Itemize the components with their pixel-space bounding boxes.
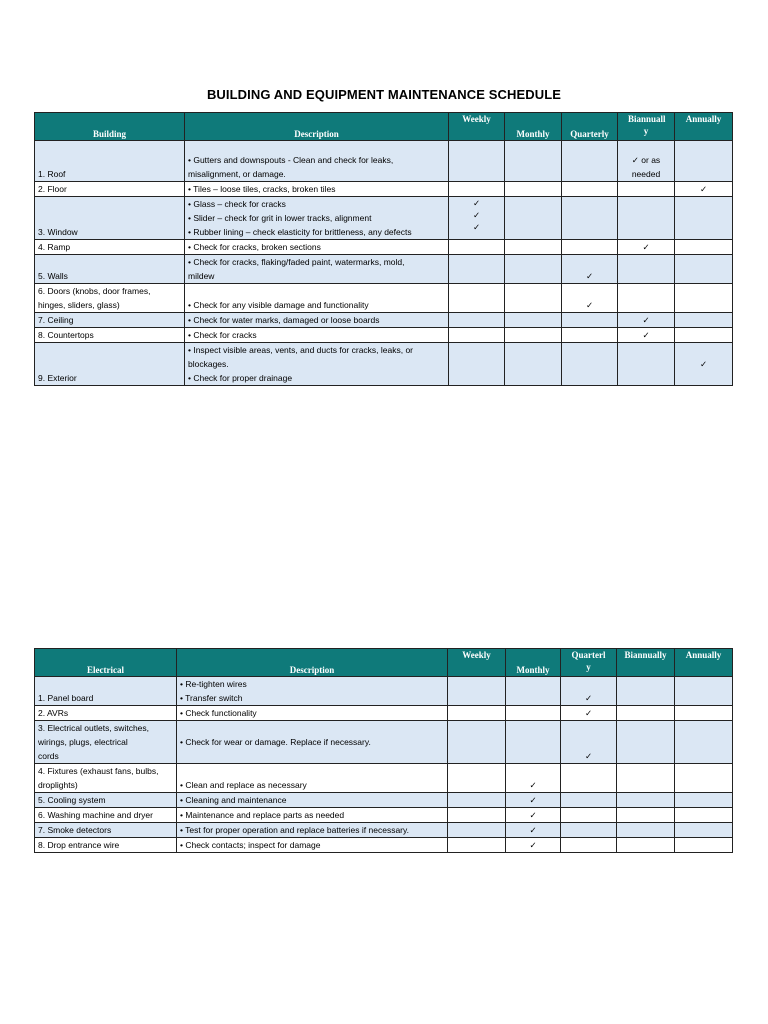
item-label: 2. Floor xyxy=(38,184,67,194)
description-cell xyxy=(177,808,448,823)
check-icon: ✓ xyxy=(529,825,537,835)
item-label: 5. Walls xyxy=(38,271,68,281)
header-biannually: Biannuall y xyxy=(618,113,675,141)
description-line: mildew xyxy=(188,271,215,281)
item-cell xyxy=(35,141,185,182)
description-line: • Check for cracks, broken sections xyxy=(188,242,321,252)
check-icon: ✓ xyxy=(472,198,481,208)
quarterly-cell xyxy=(561,706,617,721)
description-cell xyxy=(177,764,448,793)
biannually-cell xyxy=(618,240,675,255)
item-label: 1. Panel board xyxy=(38,693,94,703)
weekly-cell xyxy=(448,721,506,764)
item-label: 7. Ceiling xyxy=(38,315,74,325)
quarterly-cell xyxy=(562,240,618,255)
biannually-cell xyxy=(618,182,675,197)
weekly-cell xyxy=(448,793,506,808)
annually-cell xyxy=(675,793,733,808)
item-label: 2. AVRs xyxy=(38,708,69,718)
item-cell xyxy=(35,764,177,793)
check-icon: ✓ xyxy=(529,810,537,820)
quarterly-cell xyxy=(562,328,618,343)
biannually-cell xyxy=(618,328,675,343)
quarterly-cell xyxy=(562,313,618,328)
monthly-cell xyxy=(506,823,561,838)
item-label: 3. Window xyxy=(38,227,78,237)
weekly-cell xyxy=(448,823,506,838)
biannually-cell xyxy=(617,808,675,823)
description-cell xyxy=(185,197,449,240)
check-icon: ✓ xyxy=(529,795,537,805)
check-icon: ✓ xyxy=(584,751,593,761)
table-row xyxy=(35,343,733,386)
weekly-cell xyxy=(449,313,505,328)
quarterly-cell xyxy=(561,764,617,793)
item-label: 6. Washing machine and dryer xyxy=(38,810,153,820)
weekly-cell xyxy=(449,328,505,343)
weekly-cell xyxy=(448,706,506,721)
biannually-cell xyxy=(618,284,675,313)
check-icon: ✓ xyxy=(699,359,708,369)
document-title: BUILDING AND EQUIPMENT MAINTENANCE SCHEDULE xyxy=(206,87,562,102)
weekly-cell xyxy=(449,141,505,182)
table-row xyxy=(35,793,733,808)
item-label: 7. Smoke detectors xyxy=(38,825,112,835)
description-cell xyxy=(185,240,449,255)
description-line: • Check for wear or damage. Replace if necessary. xyxy=(180,737,371,747)
description-line: • Glass – check for cracks xyxy=(188,199,286,209)
monthly-cell xyxy=(506,706,561,721)
table-row xyxy=(35,255,733,284)
item-label: droplights) xyxy=(38,780,78,790)
quarterly-cell xyxy=(561,823,617,838)
annually-cell xyxy=(675,706,733,721)
description-cell xyxy=(185,182,449,197)
monthly-cell xyxy=(506,808,561,823)
description-line: • Check for cracks xyxy=(188,330,257,340)
description-line: • Gutters and downspouts - Clean and check for leaks, xyxy=(188,155,394,165)
annually-cell xyxy=(675,343,733,386)
table-row xyxy=(35,808,733,823)
item-cell xyxy=(35,721,177,764)
item-cell xyxy=(35,808,177,823)
description-cell xyxy=(185,255,449,284)
biannual-note-line: needed xyxy=(631,169,661,179)
annually-cell xyxy=(675,721,733,764)
item-cell xyxy=(35,313,185,328)
monthly-cell xyxy=(505,182,562,197)
monthly-cell xyxy=(506,677,561,706)
biannually-cell xyxy=(617,764,675,793)
item-cell xyxy=(35,328,185,343)
annually-cell xyxy=(675,141,733,182)
table-header-row xyxy=(35,113,733,141)
table-row xyxy=(35,313,733,328)
description-line: • Check functionality xyxy=(180,708,257,718)
description-line: • Check for water marks, damaged or loose boards xyxy=(188,315,380,325)
header-weekly: Weekly xyxy=(448,649,506,677)
check-icon: ✓ xyxy=(699,184,708,194)
item-label: wirings, plugs, electrical xyxy=(38,737,128,747)
table-row xyxy=(35,240,733,255)
description-cell xyxy=(177,721,448,764)
check-icon: ✓ xyxy=(642,315,650,325)
description-line: • Transfer switch xyxy=(180,693,243,703)
table-header-row xyxy=(35,649,733,677)
item-label: 3. Electrical outlets, switches, xyxy=(38,723,150,733)
biannually-cell xyxy=(618,141,675,182)
description-line: • Check for any visible damage and functionality xyxy=(188,300,369,310)
item-label: hinges, sliders, glass) xyxy=(38,300,120,310)
description-line: • Rubber lining – check elasticity for brittleness, any defects xyxy=(188,227,412,237)
table-row xyxy=(35,141,733,182)
table-row xyxy=(35,823,733,838)
quarterly-cell xyxy=(561,838,617,853)
description-line: • Check for proper drainage xyxy=(188,373,293,383)
item-label: 4. Fixtures (exhaust fans, bulbs, xyxy=(38,766,159,776)
biannually-cell xyxy=(618,343,675,386)
item-label: 6. Doors (knobs, door frames, xyxy=(38,286,151,296)
description-line: • Maintenance and replace parts as needed xyxy=(180,810,345,820)
annually-cell xyxy=(675,255,733,284)
weekly-cell xyxy=(448,838,506,853)
building-schedule-table xyxy=(34,112,733,386)
monthly-cell xyxy=(506,838,561,853)
description-cell xyxy=(185,141,449,182)
header-quarterly: Quarterly xyxy=(562,113,618,141)
biannually-cell xyxy=(617,823,675,838)
header-monthly: Monthly xyxy=(506,649,561,677)
biannually-cell xyxy=(617,793,675,808)
header-description: Description xyxy=(185,113,449,141)
weekly-cell xyxy=(449,240,505,255)
monthly-cell xyxy=(505,197,562,240)
quarterly-cell xyxy=(562,182,618,197)
item-cell xyxy=(35,706,177,721)
item-cell xyxy=(35,677,177,706)
description-cell xyxy=(177,823,448,838)
description-cell xyxy=(185,313,449,328)
description-cell xyxy=(177,793,448,808)
header-annually: Annually xyxy=(675,649,733,677)
weekly-cell xyxy=(449,255,505,284)
quarterly-cell xyxy=(562,255,618,284)
check-icon: ✓ xyxy=(585,271,594,281)
weekly-cell xyxy=(449,343,505,386)
item-label: 4. Ramp xyxy=(38,242,71,252)
header-weekly: Weekly xyxy=(449,113,505,141)
annually-cell xyxy=(675,197,733,240)
table-row xyxy=(35,284,733,313)
item-label: 9. Exterior xyxy=(38,373,77,383)
check-icon: ✓ xyxy=(529,840,537,850)
quarterly-cell xyxy=(562,197,618,240)
header-building: Building xyxy=(35,113,185,141)
quarterly-cell xyxy=(562,284,618,313)
weekly-cell xyxy=(449,197,505,240)
monthly-cell xyxy=(506,721,561,764)
description-cell xyxy=(177,677,448,706)
item-cell xyxy=(35,793,177,808)
check-icon: ✓ xyxy=(642,242,650,252)
monthly-cell xyxy=(505,240,562,255)
annually-cell xyxy=(675,328,733,343)
item-label: 1. Roof xyxy=(38,169,66,179)
item-label: cords xyxy=(38,751,59,761)
item-cell xyxy=(35,838,177,853)
weekly-cell xyxy=(449,284,505,313)
table-row xyxy=(35,328,733,343)
monthly-cell xyxy=(505,284,562,313)
item-cell xyxy=(35,255,185,284)
biannually-cell xyxy=(618,197,675,240)
quarterly-cell xyxy=(562,141,618,182)
description-cell xyxy=(177,706,448,721)
biannually-cell xyxy=(617,706,675,721)
monthly-cell xyxy=(505,328,562,343)
weekly-cell xyxy=(448,764,506,793)
item-label: 8. Countertops xyxy=(38,330,94,340)
header-monthly: Monthly xyxy=(505,113,562,141)
item-cell xyxy=(35,284,185,313)
header-quarterly: Quarterl y xyxy=(561,649,617,677)
header-biannually: Biannually xyxy=(617,649,675,677)
biannually-cell xyxy=(617,838,675,853)
monthly-cell xyxy=(506,793,561,808)
description-line: • Cleaning and maintenance xyxy=(180,795,287,805)
item-cell xyxy=(35,343,185,386)
annually-cell xyxy=(675,764,733,793)
annually-cell xyxy=(675,313,733,328)
quarterly-cell xyxy=(561,721,617,764)
annually-cell xyxy=(675,240,733,255)
quarterly-cell xyxy=(562,343,618,386)
annually-cell xyxy=(675,677,733,706)
biannually-cell xyxy=(618,313,675,328)
quarterly-cell xyxy=(561,793,617,808)
check-icon: ✓ xyxy=(642,330,650,340)
description-cell xyxy=(177,838,448,853)
table-row xyxy=(35,721,733,764)
weekly-cell xyxy=(448,808,506,823)
biannually-cell xyxy=(617,721,675,764)
description-line: • Test for proper operation and replace batteries if necessary. xyxy=(180,825,409,835)
description-line: • Re-tighten wires xyxy=(180,679,247,689)
item-cell xyxy=(35,182,185,197)
biannually-cell xyxy=(618,255,675,284)
description-cell xyxy=(185,343,449,386)
check-icon: ✓ xyxy=(584,708,593,718)
annually-cell xyxy=(675,838,733,853)
monthly-cell xyxy=(506,764,561,793)
quarterly-cell xyxy=(561,808,617,823)
annually-cell xyxy=(675,823,733,838)
annually-cell xyxy=(675,284,733,313)
table-row xyxy=(35,197,733,240)
description-cell xyxy=(185,328,449,343)
item-cell xyxy=(35,240,185,255)
description-line: blockages. xyxy=(188,359,229,369)
item-label: 5. Cooling system xyxy=(38,795,106,805)
description-line: • Slider – check for grit in lower tracks, alignment xyxy=(188,213,372,223)
description-line: • Check for cracks, flaking/faded paint, watermarks, mold, xyxy=(188,257,405,267)
description-line: • Clean and replace as necessary xyxy=(180,780,307,790)
table-row xyxy=(35,764,733,793)
monthly-cell xyxy=(505,343,562,386)
table-row xyxy=(35,182,733,197)
check-icon: ✓ xyxy=(472,222,481,232)
description-line: • Check contacts; inspect for damage xyxy=(180,840,321,850)
monthly-cell xyxy=(505,255,562,284)
biannual-note-line: ✓ or as xyxy=(631,155,661,165)
monthly-cell xyxy=(505,313,562,328)
annually-cell xyxy=(675,808,733,823)
quarterly-cell xyxy=(561,677,617,706)
check-icon: ✓ xyxy=(584,693,593,703)
monthly-cell xyxy=(505,141,562,182)
biannually-cell xyxy=(617,677,675,706)
description-line: • Tiles – loose tiles, cracks, broken tiles xyxy=(188,184,336,194)
table-row xyxy=(35,838,733,853)
item-cell xyxy=(35,823,177,838)
header-electrical: Electrical xyxy=(35,649,177,677)
item-cell xyxy=(35,197,185,240)
table-row xyxy=(35,677,733,706)
description-line: • Inspect visible areas, vents, and ducts for cracks, leaks, or xyxy=(188,345,414,355)
electrical-schedule-table xyxy=(34,648,733,853)
annually-cell xyxy=(675,182,733,197)
description-cell xyxy=(185,284,449,313)
header-annually: Annually xyxy=(675,113,733,141)
check-icon: ✓ xyxy=(472,210,481,220)
description-line: misalignment, or damage. xyxy=(188,169,286,179)
item-label: 8. Drop entrance wire xyxy=(38,840,120,850)
weekly-cell xyxy=(448,677,506,706)
table-row xyxy=(35,706,733,721)
check-icon: ✓ xyxy=(529,780,537,790)
check-icon: ✓ xyxy=(585,300,594,310)
header-description: Description xyxy=(177,649,448,677)
weekly-cell xyxy=(449,182,505,197)
